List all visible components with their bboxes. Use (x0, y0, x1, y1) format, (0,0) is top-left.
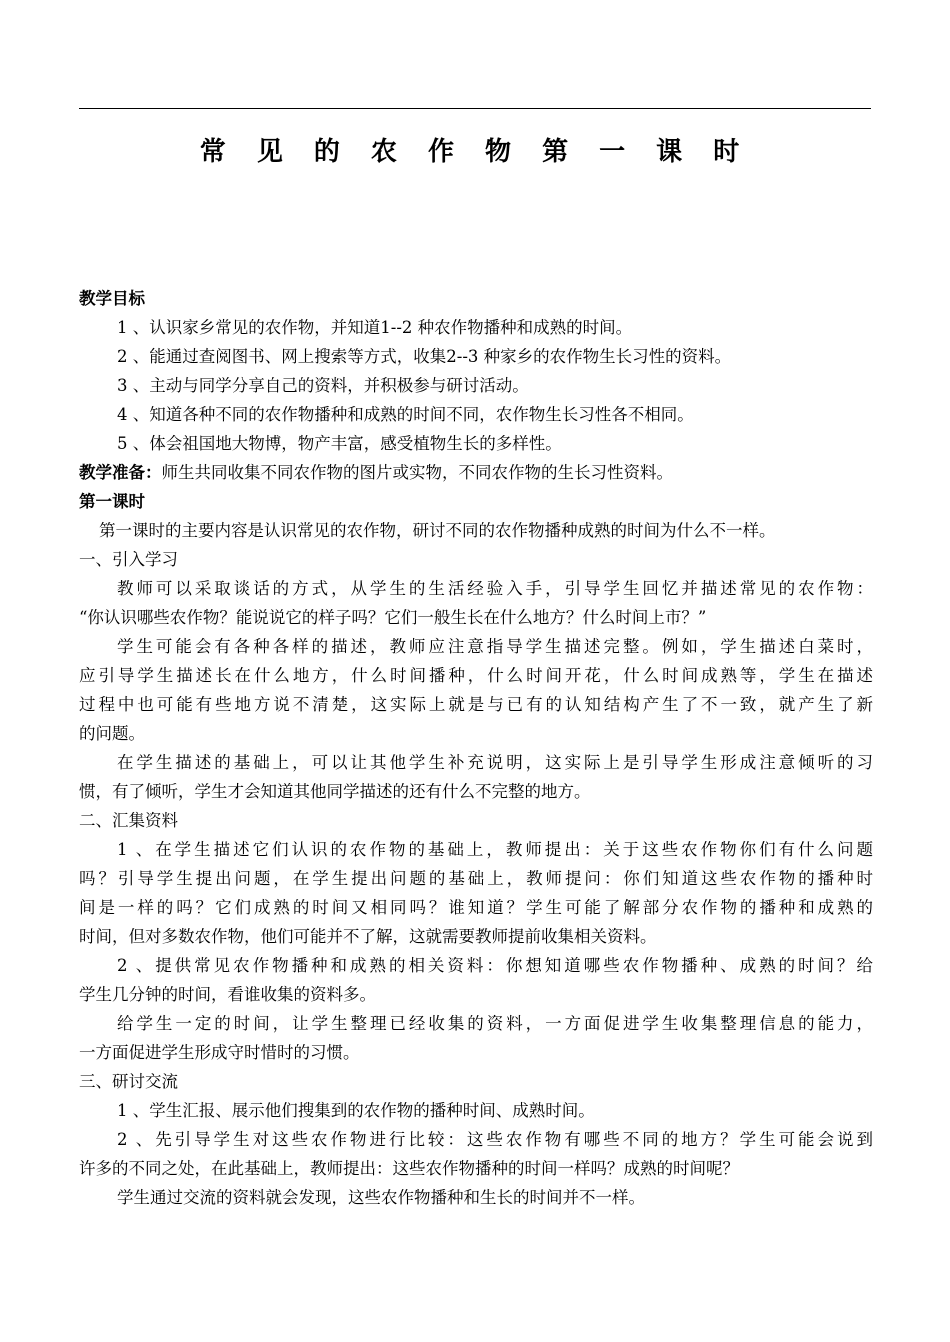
section3-paragraph-line: 学生通过交流的资料就会发现，这些农作物播种和生长的时间并不一样。 (117, 1188, 645, 1207)
section2-paragraph-line: 一方面促进学生形成守时惜时的习惯。 (79, 1043, 360, 1062)
lesson-heading: 第一课时 (79, 492, 145, 511)
section3-paragraph-line: 许多的不同之处，在此基础上，教师提出：这些农作物播种的时间一样吗？成熟的时间呢？ (79, 1159, 739, 1178)
preparation-line (79, 458, 873, 487)
preparation-label: 教学准备： (79, 463, 162, 482)
section1-paragraph-line: 过程中也可能有些地方说不清楚，这实际上就是与已有的认知结构产生了不一致，就产生了新 (79, 695, 873, 714)
section2-paragraph-line: 学生几分钟的时间，看谁收集的资料多。 (79, 985, 376, 1004)
section3-paragraph-line: 1 、学生汇报、展示他们搜集到的农作物的播种时间、成熟时间。 (117, 1101, 595, 1120)
section2-heading: 二、汇集资料 (79, 811, 178, 830)
document-title: 常 见 的 农 作 物 第 一 课 时 (199, 137, 751, 167)
section2-paragraph-line: 吗？引导学生提出问题，在学生提出问题的基础上，教师提问：你们知道这些农作物的播种时 (79, 869, 873, 888)
section3-paragraph-line: 2 、先引导学生对这些农作物进行比较：这些农作物有哪些不同的地方？学生可能会说到 (117, 1130, 873, 1149)
header-rule (79, 108, 871, 109)
objective-item-3: 3 、主动与同学分享自己的资料，并积极参与研讨活动。 (117, 376, 529, 395)
lesson-summary: 第一课时的主要内容是认识常见的农作物，研讨不同的农作物播种成熟的时间为什么不一样。 (99, 521, 776, 540)
section2-paragraph-line: 给学生一定的时间，让学生整理已经收集的资料，一方面促进学生收集整理信息的能力， (117, 1014, 873, 1033)
document-body (79, 284, 873, 1212)
objective-item-4: 4 、知道各种不同的农作物播种和成熟的时间不同，农作物生长习性各不相同。 (117, 405, 694, 424)
section2-paragraph-line: 时间，但对多数农作物，他们可能并不了解，这就需要教师提前收集相关资料。 (79, 927, 657, 946)
objective-item-2: 2 、能通过查阅图书、网上搜索等方式，收集2--3 种家乡的农作物生长习性的资料。 (117, 347, 732, 366)
section2-paragraph-line: 1 、在学生描述它们认识的农作物的基础上，教师提出：关于这些农作物你们有什么问题 (117, 840, 873, 859)
objective-item-5: 5 、体会祖国地大物博，物产丰富，感受植物生长的多样性。 (117, 434, 562, 453)
objectives-heading: 教学目标 (79, 289, 145, 308)
section1-paragraph-line: “你认识哪些农作物？能说说它的样子吗？它们一般生长在什么地方？什么时间上市？” (79, 608, 707, 627)
section2-paragraph-line: 2 、提供常见农作物播种和成熟的相关资料：你想知道哪些农作物播种、成熟的时间？给 (117, 956, 873, 975)
section2-paragraph-line: 间是一样的吗？它们成熟的时间又相同吗？谁知道？学生可能了解部分农作物的播种和成熟的 (79, 898, 873, 917)
section1-paragraph-line: 在学生描述的基础上，可以让其他学生补充说明，这实际上是引导学生形成注意倾听的习 (117, 753, 873, 772)
objective-item-1: 1 、认识家乡常见的农作物，并知道1--2 种农作物播种和成熟的时间。 (117, 318, 633, 337)
section1-paragraph-line: 学生可能会有各种各样的描述，教师应注意指导学生描述完整。例如，学生描述白菜时， (117, 637, 873, 656)
preparation-text: 师生共同收集不同农作物的图片或实物，不同农作物的生长习性资料。 (161, 463, 673, 482)
section1-paragraph-line: 的问题。 (79, 724, 145, 743)
section3-heading: 三、研讨交流 (79, 1072, 178, 1091)
section1-heading: 一、引入学习 (79, 550, 178, 569)
section1-paragraph-line: 应引导学生描述长在什么地方，什么时间播种，什么时间开花，什么时间成熟等，学生在描述 (79, 666, 873, 685)
section1-paragraph-line: 教师可以采取谈话的方式，从学生的生活经验入手，引导学生回忆并描述常见的农作物： (117, 579, 873, 598)
section1-paragraph-line: 惯，有了倾听，学生才会知道其他同学描述的还有什么不完整的地方。 (79, 782, 591, 801)
